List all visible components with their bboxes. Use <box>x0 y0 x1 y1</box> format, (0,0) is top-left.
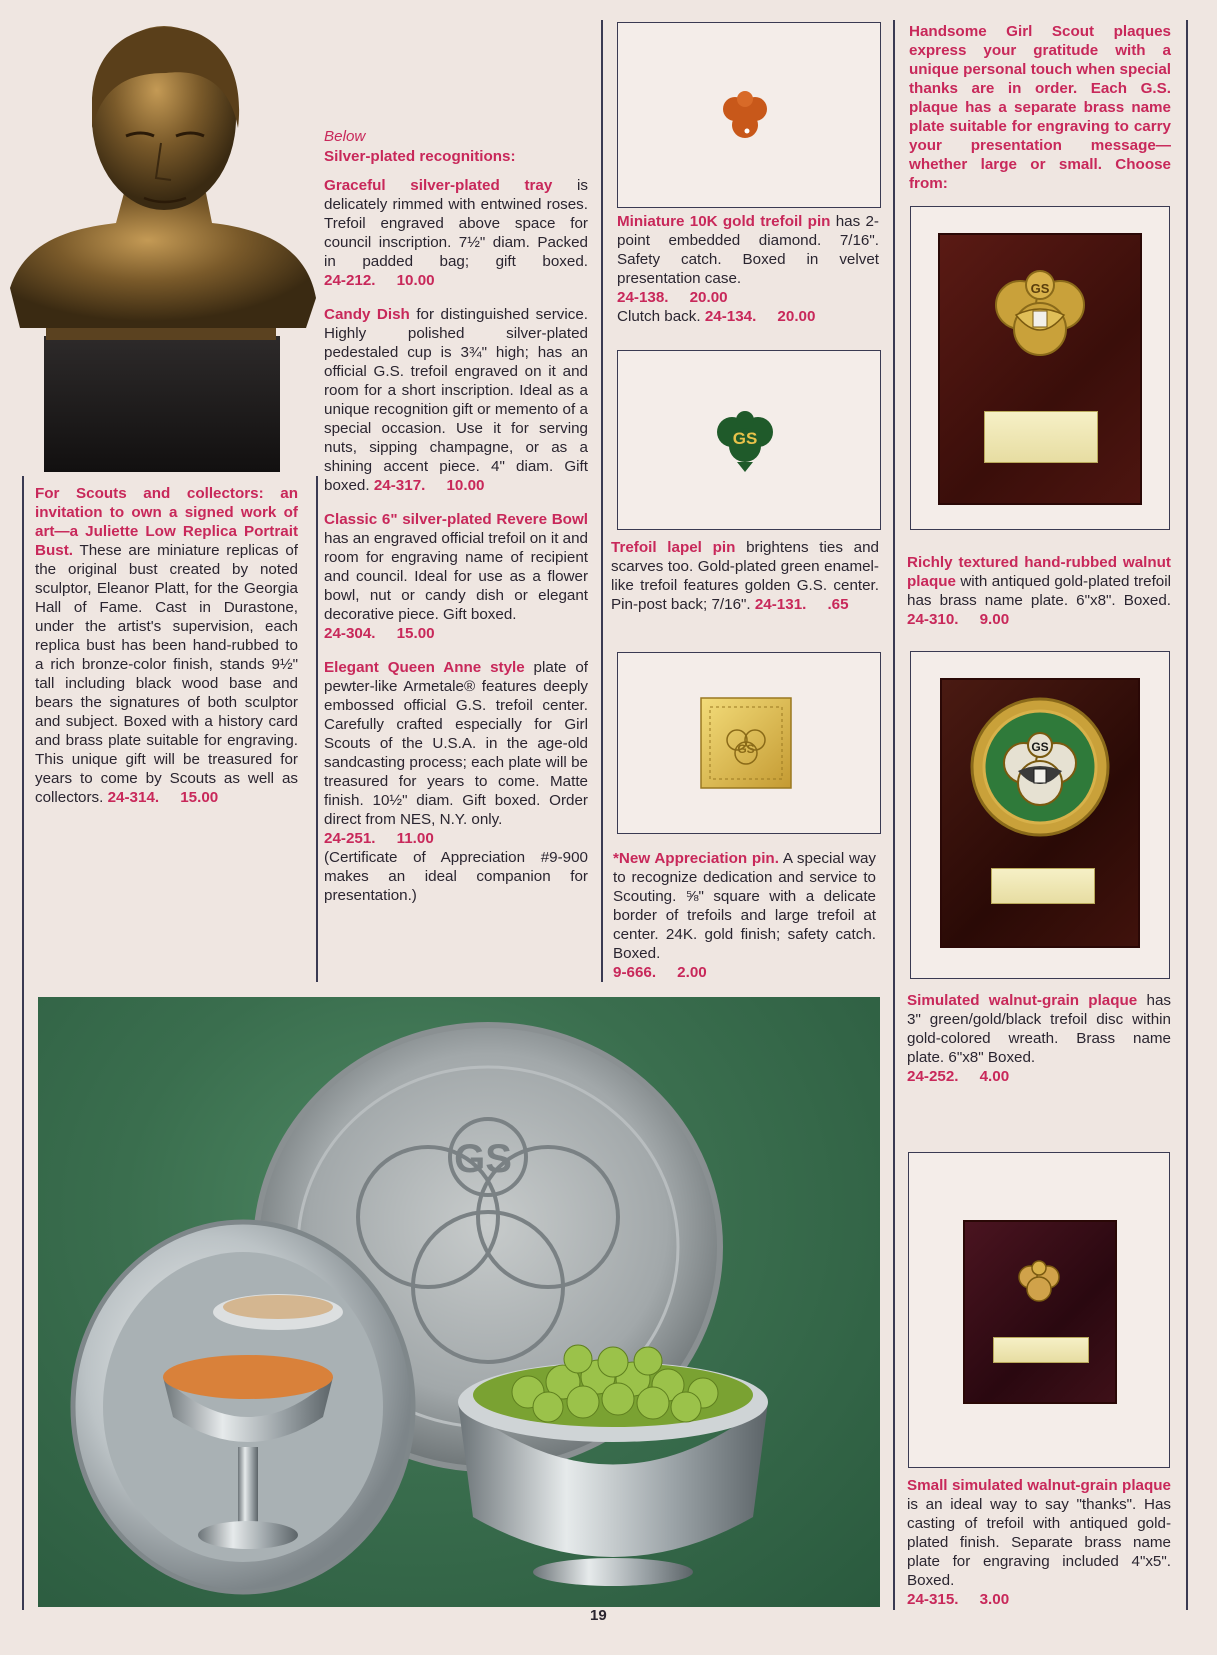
appreciation-pin-price: 9-666. 2.00 <box>613 964 707 981</box>
revere-item <box>324 510 588 643</box>
walnut-plaque-body: with antiqued gold-plated trefoil has brass name plate. 6"x8". Boxed. <box>907 573 1171 609</box>
candy-body: for distinguished service. Highly polished silver-plated pedestaled cup is 3¾" high; has an official G.S. trefoil engraved on it and room for a short inscription. Ideal as a unique recognition gift or memento of a special occasion. Use it for serving nuts, sipping champagne, or as a shining accent piece. 4" diam. Gift boxed. <box>324 306 588 494</box>
simulated-plaque-photo <box>910 651 1170 979</box>
walnut-plaque-photo <box>910 206 1170 530</box>
lapel-pin-title: Trefoil lapel pin <box>611 539 736 556</box>
tray-item <box>324 176 588 290</box>
column-rule-2 <box>601 20 603 982</box>
bust-price: 24-314. 15.00 <box>107 789 219 806</box>
small-plaque-body: is an ideal way to say "thanks". Has casting of trefoil with antiqued gold-plated finish. Separate brass name plate for engraving included 4"x5". Boxed. <box>907 1496 1171 1589</box>
plaques-intro-text: Handsome Girl Scout plaques express your gratitude with a unique personal touch when special thanks are in order. Each G.S. plaque has a separate brass name plate suitable for engraving to carry your presentation message—whether large or small. Choose from: <box>909 23 1171 192</box>
tray-price: 24-212. 10.00 <box>324 272 435 289</box>
appreciation-pin-body: A special way to recognize dedication and service to Scouting. ⅝" square with a delicate border of trefoils and large trefoil at center. 24K. gold finish; safety catch. Boxed. <box>613 850 876 962</box>
lapel-pin-monogram: GS <box>732 429 758 448</box>
walnut-plaque-emblem <box>911 207 1169 529</box>
appreciation-pin-text <box>613 849 876 982</box>
queen-price: 24-251. 11.00 <box>324 830 434 847</box>
candy-title: Candy Dish <box>324 306 410 323</box>
queen-note: (Certificate of Appreciation #9-900 makes an ideal companion for presentation.) <box>324 849 588 904</box>
bust-heading: For Scouts and collectors: an invitation to own a signed work of art—a Juliette Low Replica Portrait Bust. <box>35 485 298 559</box>
bust-description <box>35 484 298 807</box>
simulated-plaque-title: Simulated walnut-grain plaque <box>907 992 1138 1009</box>
queen-title: Elegant Queen Anne style <box>324 659 525 676</box>
bust-body: These are miniature replicas of the original bust created by noted sculptor, Eleanor Platt, for the Georgia Hall of Fame. Cast in Durastone, under the artist's supervision, each replica bust has been hand-rubbed to a rich bronze-color finish, stands 9½" tall including black wood base and bears the signatures of both sculptor and subject. Boxed with a history card and brass plate suitable for engraving. This unique gift will be treasured for years to come by Scouts as well as collectors. <box>35 542 298 806</box>
column-rule-3 <box>893 20 895 1610</box>
mini-pin-photo <box>617 22 881 208</box>
candy-item <box>324 305 588 495</box>
revere-title: Classic 6" silver-plated Revere Bowl <box>324 511 588 528</box>
column-rule-right <box>1186 20 1188 1610</box>
lapel-pin-text <box>611 538 879 614</box>
revere-price: 24-304. 15.00 <box>324 625 435 642</box>
small-plaque-photo <box>908 1152 1170 1468</box>
bust-photo <box>6 18 318 476</box>
tray-body: is delicately rimmed with entwined roses. Trefoil engraved above space for council inscription. 7½" diam. Packed in padded bag; gift boxed. <box>324 177 588 270</box>
walnut-plaque-title: Richly textured hand-rubbed walnut plaque <box>907 554 1171 590</box>
walnut-plaque-nameplate <box>984 411 1098 463</box>
candy-price: 24-317. 10.00 <box>373 477 485 494</box>
lapel-pin-body: brightens ties and scarves too. Gold-plated green enamel-like trefoil features golden G.S. center. Pin-post back; 7/16". <box>611 539 879 613</box>
lapel-pin-photo <box>617 350 881 530</box>
silver-heading: Silver-plated recognitions: <box>324 148 516 165</box>
small-plaque-text <box>907 1476 1171 1609</box>
queen-body: plate of pewter-like Armetale® features deeply embossed official G.S. trefoil center. Carefully crafted especially for Girl Scouts of the U.S.A. in the age-old sandcasting process; each plate will be treasured for years to come. Matte finish. 10½" diam. Gift boxed. Order direct from NES, N.Y. only. <box>324 659 588 828</box>
mini-pin-body: has 2-point embedded diamond. 7/16". Safety catch. Boxed in velvet presentation case. <box>617 213 879 287</box>
revere-body: has an engraved official trefoil on it and room for engraving name of recipient and council. Ideal for use as a flower bowl, nut or candy dish or elegant decorative piece. Gift boxed. <box>324 530 588 623</box>
silver-plate-monogram: GS <box>454 1137 512 1181</box>
walnut-plaque-monogram: GS <box>1030 281 1050 296</box>
simulated-plaque-monogram: GS <box>1031 740 1049 754</box>
silver-column <box>324 127 588 905</box>
lapel-pin-price: 24-131. .65 <box>754 596 849 613</box>
walnut-plaque-price: 24-310. 9.00 <box>907 611 1010 628</box>
small-plaque-emblem <box>909 1153 1169 1467</box>
simulated-plaque-price: 24-252. 4.00 <box>907 1068 1010 1085</box>
appreciation-pin-photo <box>617 652 881 834</box>
clutch-label: Clutch back. <box>617 308 701 325</box>
mini-pin-title: Miniature 10K gold trefoil pin <box>617 213 831 230</box>
small-plaque-nameplate <box>993 1337 1089 1363</box>
appreciation-pin-monogram: GS <box>737 742 755 756</box>
simulated-plaque-nameplate <box>991 868 1095 904</box>
tray-title: Graceful silver-plated tray <box>324 177 553 194</box>
mini-pin-text <box>617 212 879 326</box>
plaques-intro <box>909 22 1171 193</box>
below-label: Below <box>324 128 366 145</box>
simulated-plaque-emblem <box>911 652 1169 978</box>
clutch-price: 24-134. 20.00 <box>704 308 816 325</box>
page-number: 19 <box>590 1607 607 1624</box>
silver-items-photo <box>38 997 880 1607</box>
mini-pin-price: 24-138. 20.00 <box>617 289 728 306</box>
queen-item <box>324 658 588 905</box>
small-plaque-title: Small simulated walnut-grain plaque <box>907 1477 1171 1494</box>
walnut-plaque-text <box>907 553 1171 629</box>
simulated-plaque-text <box>907 991 1171 1086</box>
small-plaque-price: 24-315. 3.00 <box>907 1591 1010 1608</box>
appreciation-pin-title: *New Appreciation pin. <box>613 850 779 867</box>
simulated-plaque-body: has 3" green/gold/black trefoil disc within gold-colored wreath. Brass name plate. 6"x8" Boxed. <box>907 992 1171 1066</box>
